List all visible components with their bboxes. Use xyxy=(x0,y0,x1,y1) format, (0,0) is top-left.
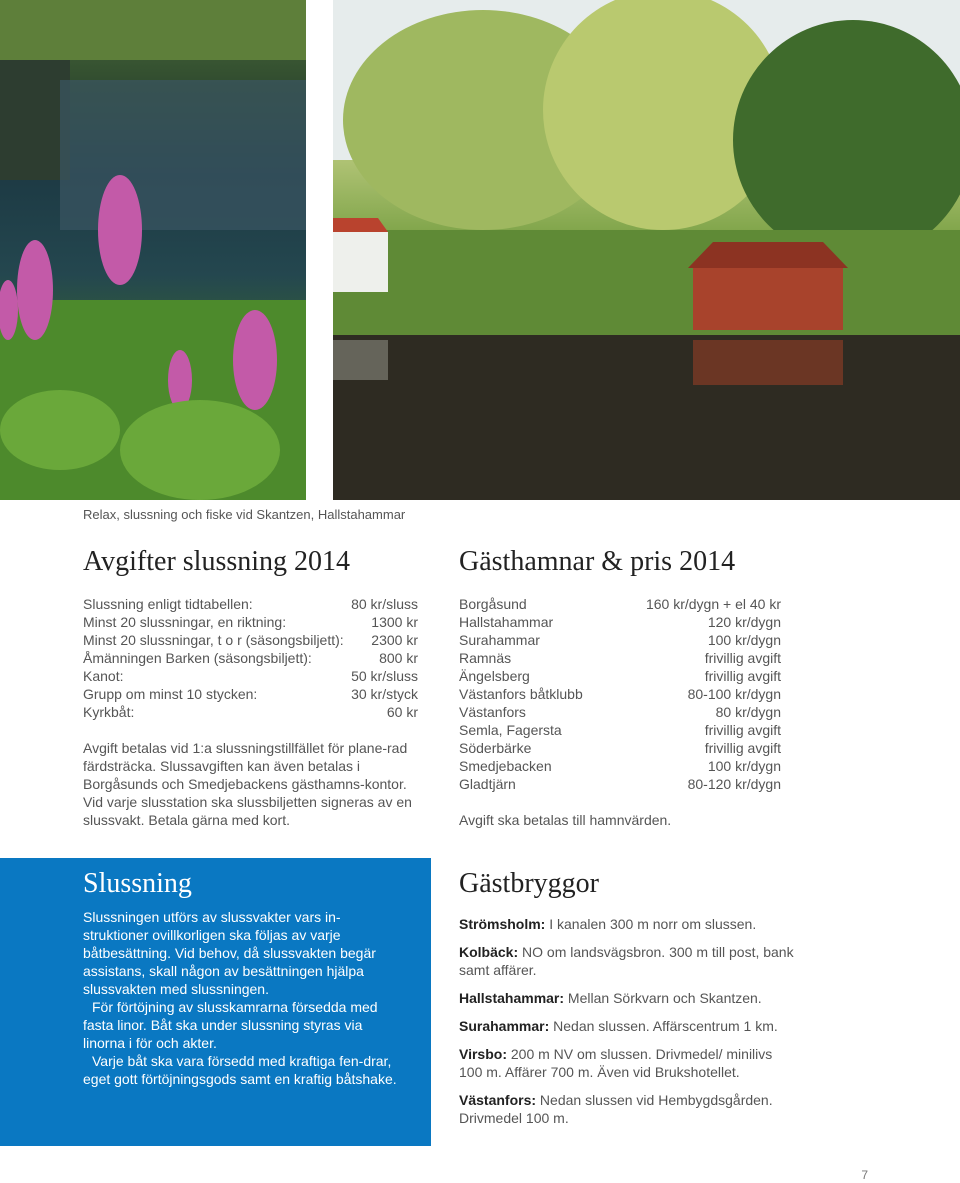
harbor-price: 100 kr/dygn xyxy=(707,758,781,774)
harbor-name: Hallstahammar xyxy=(459,614,554,630)
harbor-row xyxy=(459,721,781,739)
gastbrygga-text: Nedan slussen vid Hembygdsgården. Drivmedel 100 m. xyxy=(459,1092,773,1126)
harbor-name: Ängelsberg xyxy=(459,668,530,684)
fee-value: 80 kr/sluss xyxy=(351,596,418,612)
harbor-row xyxy=(459,703,781,721)
gastbrygga-text: Nedan slussen. Affärscentrum 1 km. xyxy=(549,1018,778,1034)
harbor-name: Gladtjärn xyxy=(459,776,516,792)
slussning-paragraph: För förtöjning av slusskamrarna försedda med fasta linor. Båt ska under slussning styras via linorna i för och akter. xyxy=(83,999,378,1051)
fee-value: 60 kr xyxy=(386,704,418,720)
gastbrygga-place: Kolbäck: xyxy=(459,944,519,960)
harbor-price: frivillig avgift xyxy=(704,668,781,684)
fee-label: Minst 20 slussningar, en riktning: xyxy=(83,614,287,630)
harbor-name: Surahammar xyxy=(459,632,540,648)
harbor-name: Semla, Fagersta xyxy=(459,722,562,738)
fee-label: Åmänningen Barken (säsongsbiljett): xyxy=(83,650,312,666)
gastbrygga-item xyxy=(459,943,799,979)
harbor-name: Västanfors xyxy=(459,704,526,720)
gastbrygga-item xyxy=(459,989,799,1007)
photo-caption: Relax, slussning och fiske vid Skantzen, Hallstahammar xyxy=(83,507,406,522)
fee-label: Minst 20 slussningar, t o r (säsongsbiljett): xyxy=(83,632,344,648)
harbor-price: 80 kr/dygn xyxy=(715,704,781,720)
gastbrygga-place: Virsbo: xyxy=(459,1046,507,1062)
photo-fireweed-canal xyxy=(0,0,306,500)
gastbrygga-item xyxy=(459,915,799,933)
gastbrygga-place: Västanfors: xyxy=(459,1092,537,1108)
harbor-name: Smedjebacken xyxy=(459,758,552,774)
harbor-row xyxy=(459,595,781,613)
harbors-list xyxy=(459,595,781,829)
fee-label: Kanot: xyxy=(83,668,124,684)
harbor-row xyxy=(459,667,781,685)
harbor-price: 100 kr/dygn xyxy=(707,632,781,648)
harbor-row xyxy=(459,775,781,793)
fee-label: Kyrkbåt: xyxy=(83,704,135,720)
gastbrygga-text: Mellan Sörkvarn och Skantzen. xyxy=(564,990,762,1006)
fees-section xyxy=(83,546,350,578)
fee-row xyxy=(83,631,418,649)
fee-label: Grupp om minst 10 stycken: xyxy=(83,686,258,702)
fee-value: 2300 kr xyxy=(371,632,418,648)
fees-title: Avgifter slussning 2014 xyxy=(83,546,351,577)
harbor-price: 80-120 kr/dygn xyxy=(687,776,781,792)
page-number: 7 xyxy=(861,1168,868,1182)
lake-cabin-illustration xyxy=(333,0,960,500)
harbor-name: Ramnäs xyxy=(459,650,512,666)
slussning-title: Slussning xyxy=(83,868,192,899)
harbor-row xyxy=(459,631,781,649)
slussning-text xyxy=(83,908,403,1088)
slussning-paragraph: Slussningen utförs av slussvakter vars in-struktioner ovillkorligen ska följas av varje båtbesättning. Vid behov, då slussvakten begär assistans, skall någon av besättningen hjälpa slussvakten med slussningen. xyxy=(83,909,376,997)
fee-row xyxy=(83,685,418,703)
gastbrygga-text: NO om landsvägsbron. 300 m till post, bank samt affärer. xyxy=(459,944,794,978)
gastbryggor-title: Gästbryggor xyxy=(459,868,599,899)
photo-red-cabin-lake xyxy=(333,0,960,500)
harbor-price: 120 kr/dygn xyxy=(707,614,781,630)
harbor-row xyxy=(459,739,781,757)
gastbryggor-section xyxy=(459,868,599,900)
fee-row xyxy=(83,613,418,631)
gastbrygga-item xyxy=(459,1091,799,1127)
harbor-name: Borgåsund xyxy=(459,596,527,612)
harbor-row xyxy=(459,649,781,667)
slussning-paragraph: Varje båt ska vara försedd med kraftiga fen-drar, eget gott förtöjningsgods samt en kraftig båtshake. xyxy=(83,1053,397,1087)
harbor-name: Söderbärke xyxy=(459,740,532,756)
gastbrygga-item xyxy=(459,1017,799,1035)
fee-value: 50 kr/sluss xyxy=(351,668,418,684)
fee-value: 1300 kr xyxy=(371,614,418,630)
harbor-price: frivillig avgift xyxy=(704,722,781,738)
fee-label: Slussning enligt tidtabellen: xyxy=(83,596,253,612)
fee-row xyxy=(83,595,418,613)
harbor-row xyxy=(459,613,781,631)
harbor-row xyxy=(459,685,781,703)
gastbrygga-item xyxy=(459,1045,799,1081)
gastbrygga-place: Surahammar: xyxy=(459,1018,550,1034)
gastbrygga-text: I kanalen 300 m norr om slussen. xyxy=(545,916,757,932)
harbor-name: Västanfors båtklubb xyxy=(459,686,583,702)
harbor-price: frivillig avgift xyxy=(704,740,781,756)
harbors-note: Avgift ska betalas till hamnvärden. xyxy=(459,812,672,828)
fee-row xyxy=(83,667,418,685)
gastbryggor-list xyxy=(459,915,799,1137)
gastbrygga-place: Strömsholm: xyxy=(459,916,546,932)
harbor-price: 160 kr/dygn + el 40 kr xyxy=(645,596,781,612)
harbors-title: Gästhamnar & pris 2014 xyxy=(459,546,736,577)
fee-value: 800 kr xyxy=(379,650,418,666)
gastbrygga-text: 200 m NV om slussen. Drivmedel/ minilivs 100 m. Affärer 700 m. Även vid Brukshotellet. xyxy=(459,1046,773,1080)
fees-list xyxy=(83,595,418,829)
harbor-price: frivillig avgift xyxy=(704,650,781,666)
fireweed-illustration xyxy=(0,0,306,500)
harbor-price: 80-100 kr/dygn xyxy=(687,686,781,702)
fee-value: 30 kr/styck xyxy=(351,686,418,702)
gastbrygga-place: Hallstahammar: xyxy=(459,990,565,1006)
fee-row xyxy=(83,703,418,721)
harbors-section xyxy=(459,546,735,578)
harbor-row xyxy=(459,757,781,775)
fees-note: Avgift betalas vid 1:a slussningstillfället för plane-rad färdsträcka. Slussavgiften kan även betalas i Borgåsunds och Smedjebackens gästhamns-kontor. Vid varje slusstation ska slussbiljetten signeras av en slussvakt. Betala gärna med kort. xyxy=(83,740,412,828)
fee-row xyxy=(83,649,418,667)
